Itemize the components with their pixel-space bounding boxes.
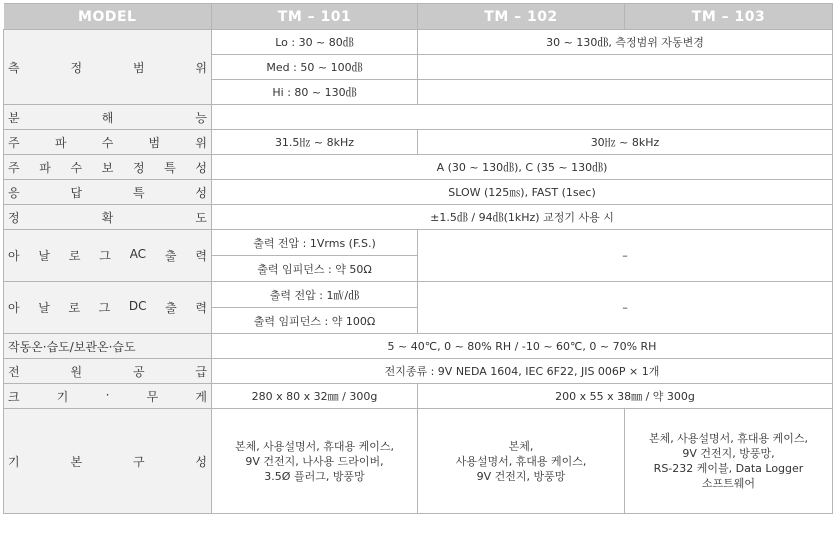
resolution-value (212, 105, 833, 130)
label-dc-out (4, 282, 212, 334)
row-response (4, 180, 833, 205)
row-freq-range (4, 130, 833, 155)
label-char: 응 (8, 185, 20, 200)
label-char: 측 (8, 60, 20, 75)
label-char: 범 (132, 60, 145, 75)
range-lo: Lo : 30 ~ 80㏈ (212, 30, 418, 55)
label-char: 본 (70, 454, 83, 469)
range-hi: Hi : 80 ~ 130㏈ (212, 80, 418, 105)
label-char: 기 (8, 454, 20, 469)
header-tm101: TM – 101 (212, 4, 418, 30)
label-char: 전 (8, 364, 20, 379)
label-char: 성 (195, 454, 207, 469)
label-char: 력 (195, 249, 207, 263)
label-char: 기 (56, 389, 69, 404)
label-freq-range (4, 130, 212, 155)
contents-tm102 (418, 409, 625, 514)
label-weighting (4, 155, 212, 180)
label-char: 날 (38, 249, 51, 263)
row-contents (4, 409, 833, 514)
row-accuracy (4, 205, 833, 230)
label-char: 답 (70, 185, 83, 200)
label-accuracy (4, 205, 212, 230)
label-char: 출 (165, 301, 177, 315)
label-char: · (105, 387, 110, 402)
spec-table (3, 3, 833, 514)
dc-out-others: – (418, 282, 833, 334)
accuracy-value: ±1.5㏈ / 94㏈(1kHz) 교정기 사용 시 (212, 205, 833, 230)
label-char: 원 (70, 364, 83, 379)
label-char: 해 (101, 110, 114, 125)
weighting-value: A (30 ~ 130㏈), C (35 ~ 130㏈) (212, 155, 833, 180)
size-tm101: 280 x 80 x 32㎜ / 300g (212, 384, 418, 409)
label-char: 능 (195, 110, 207, 125)
label-ac-out (4, 230, 212, 282)
label-char: 그 (99, 249, 111, 263)
label-char: 력 (195, 301, 207, 315)
row-range (4, 30, 833, 55)
row-resolution (4, 105, 833, 130)
label-contents (4, 409, 212, 514)
contents-line: 본체, 사용설명서, 휴대용 케이스, (648, 432, 809, 445)
power-value: 전지종류 : 9V NEDA 1604, IEC 6F22, JIS 006P × 1개 (212, 359, 833, 384)
range-empty-2 (418, 80, 833, 105)
label-char: 파 (54, 135, 67, 150)
contents-line: RS-232 케이블, Data Logger (653, 462, 804, 475)
label-char: 성 (195, 185, 207, 200)
header-tm102: TM – 102 (418, 4, 625, 30)
label-char: DC (128, 299, 147, 313)
ac-out-others: – (418, 230, 833, 282)
label-char: AC (129, 247, 147, 261)
label-size (4, 384, 212, 409)
label-char: 크 (8, 389, 20, 404)
label-char: 주 (8, 135, 20, 150)
label-char: 아 (8, 249, 20, 263)
contents-tm103 (625, 409, 833, 514)
row-ac-out (4, 230, 833, 256)
contents-line: 본체, 사용설명서, 휴대용 케이스, (234, 439, 395, 453)
contents-line: 사용설명서, 휴대용 케이스, (455, 454, 587, 468)
contents-line: 9V 건전지, 방풍망 (476, 469, 566, 483)
label-char: 정 (8, 210, 20, 225)
contents-line: 소프트웨어 (701, 477, 756, 490)
label-char: 로 (68, 301, 81, 315)
contents-line: 9V 건전지, 방풍망, (682, 447, 775, 460)
label-char: 특 (164, 160, 176, 175)
freq-range-tm101: 31.5㎐ ~ 8kHz (212, 130, 418, 155)
range-others: 30 ~ 130㏈, 측정범위 자동변경 (418, 30, 833, 55)
header-model: MODEL (4, 4, 212, 30)
label-char: 수 (70, 160, 83, 175)
contents-line: 본체, (508, 439, 534, 453)
label-response (4, 180, 212, 205)
label-char: 특 (132, 185, 145, 200)
label-char: 아 (8, 301, 20, 315)
size-others: 200 x 55 x 38㎜ / 약 300g (418, 384, 833, 409)
row-size (4, 384, 833, 409)
label-char: 보 (101, 160, 114, 175)
row-env (4, 334, 833, 359)
label-char: 날 (38, 301, 50, 315)
label-char: 수 (101, 135, 114, 150)
label-char: 공 (132, 364, 145, 379)
row-dc-out (4, 282, 833, 308)
freq-range-others: 30㎐ ~ 8kHz (418, 130, 833, 155)
row-weighting (4, 155, 833, 180)
label-char: 무 (146, 389, 159, 404)
label-char: 정 (132, 160, 145, 175)
label-char: 분 (8, 110, 20, 125)
range-empty-1 (418, 55, 833, 80)
label-env (4, 334, 212, 359)
label-char: 출 (164, 249, 177, 263)
label-char: 게 (195, 389, 207, 404)
contents-tm101 (212, 409, 418, 514)
label-char: 그 (98, 301, 111, 315)
label-char: 성 (195, 160, 207, 175)
row-power (4, 359, 833, 384)
label-char: 도 (195, 210, 207, 225)
label-char: 파 (39, 160, 51, 175)
label-char: 구 (132, 454, 145, 469)
ac-out-voltage: 출력 전압 : 1Vrms (F.S.) (212, 230, 418, 256)
contents-line: 9V 건전지, 나사용 드라이버, (245, 454, 384, 468)
ac-out-impedance: 출력 임피던스 : 약 50Ω (212, 256, 418, 282)
label-char: 작동온·습도/보관온·습도 (8, 339, 136, 354)
env-value: 5 ~ 40℃, 0 ~ 80% RH / -10 ~ 60℃, 0 ~ 70% RH (212, 334, 833, 359)
label-resolution (4, 105, 212, 130)
response-value: SLOW (125㎳), FAST (1sec) (212, 180, 833, 205)
label-char: 급 (195, 364, 207, 379)
label-char: 확 (101, 210, 114, 225)
label-char: 정 (70, 60, 83, 75)
label-power (4, 359, 212, 384)
label-char: 위 (195, 60, 207, 75)
contents-line: 3.5Ø 플러그, 방풍망 (264, 469, 365, 483)
range-med: Med : 50 ~ 100㏈ (212, 55, 418, 80)
dc-out-impedance: 출력 임피던스 : 약 100Ω (212, 308, 418, 334)
label-char: 위 (195, 135, 207, 150)
header-tm103: TM – 103 (625, 4, 833, 30)
label-char: 주 (8, 160, 20, 175)
dc-out-voltage: 출력 전압 : 1㎷/㏈ (212, 282, 418, 308)
label-char: 로 (68, 249, 81, 263)
label-char: 범 (148, 135, 161, 150)
label-range (4, 30, 212, 105)
